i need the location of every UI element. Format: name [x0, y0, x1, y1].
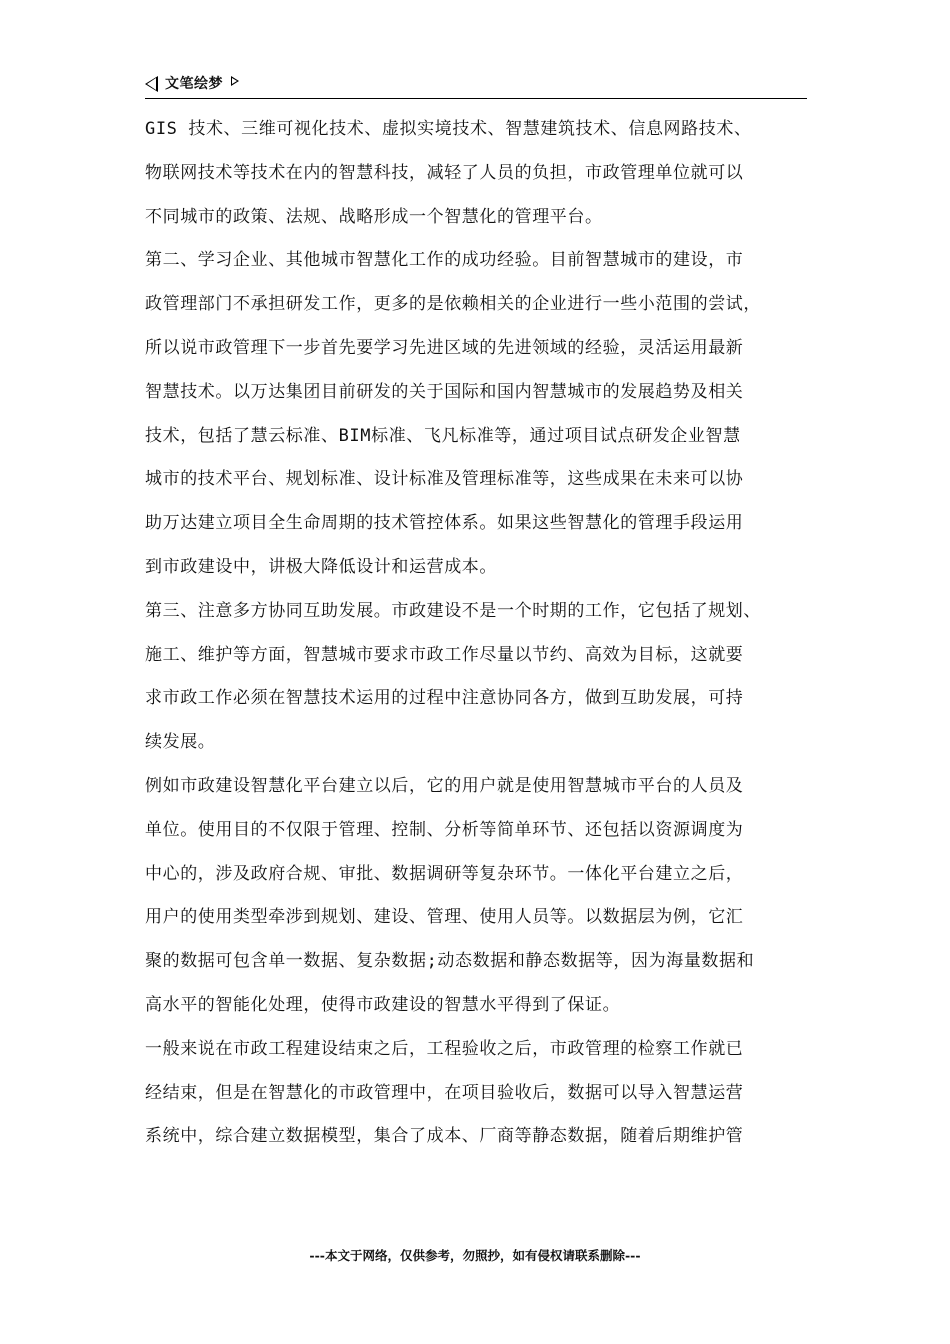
body-line: 例如市政建设智慧化平台建立以后，它的用户就是使用智慧城市平台的人员及	[145, 775, 744, 796]
body-line: 一般来说在市政工程建设结束之后，工程验收之后，市政管理的检察工作就已	[145, 1038, 744, 1059]
document-body	[145, 108, 810, 1159]
body-line: 施工、维护等方面，智慧城市要求市政工作尽量以节约、高效为目标，这就要	[145, 644, 744, 665]
body-line: 第二、学习企业、其他城市智慧化工作的成功经验。目前智慧城市的建设，市	[145, 250, 744, 271]
left-triangle-icon	[145, 76, 158, 92]
body-line: 单位。使用目的不仅限于管理、控制、分析等简单环节、还包括以资源调度为	[145, 819, 744, 840]
body-line: 技术，包括了慧云标准、BIM标准、飞凡标准等，通过项目试点研发企业智慧	[145, 425, 741, 446]
right-triangle-icon	[231, 76, 239, 86]
body-line: 所以说市政管理下一步首先要学习先进区域的先进领域的经验，灵活运用最新	[145, 337, 744, 358]
body-line: 聚的数据可包含单一数据、复杂数据;动态数据和静态数据等，因为海量数据和	[145, 951, 755, 972]
header-title: 文笔绘梦	[165, 76, 223, 92]
body-line: 续发展。	[145, 732, 216, 753]
page-footer: ---本文于网络，仅供参考，勿照抄，如有侵权请联系删除---	[309, 1248, 641, 1263]
body-line: 不同城市的政策、法规、战略形成一个智慧化的管理平台。	[145, 206, 603, 227]
body-line: 到市政建设中，讲极大降低设计和运营成本。	[145, 556, 497, 577]
body-line: 第三、注意多方协同互助发展。市政建设不是一个时期的工作，它包括了规划、	[145, 600, 761, 621]
body-line: 经结束，但是在智慧化的市政管理中，在项目验收后，数据可以导入智慧运营	[145, 1082, 744, 1103]
body-line: 高水平的智能化处理，使得市政建设的智慧水平得到了保证。	[145, 994, 621, 1015]
body-line: 中心的，涉及政府合规、审批、数据调研等复杂环节。一体化平台建立之后，	[145, 863, 744, 884]
page-header	[145, 74, 807, 99]
body-line: 助万达建立项目全生命周期的技术管控体系。如果这些智慧化的管理手段运用	[145, 513, 744, 534]
body-line: 城市的技术平台、规划标准、设计标准及管理标准等，这些成果在未来可以协	[145, 469, 744, 490]
body-line: 用户的使用类型牵涉到规划、建设、管理、使用人员等。以数据层为例，它汇	[145, 907, 744, 928]
body-line: GIS 技术、三维可视化技术、虚拟实境技术、智慧建筑技术、信息网路技术、	[145, 119, 752, 139]
body-line: 求市政工作必须在智慧技术运用的过程中注意协同各方，做到互助发展，可持	[145, 688, 744, 709]
body-line: 智慧技术。以万达集团目前研发的关于国际和国内智慧城市的发展趋势及相关	[145, 381, 744, 402]
body-line: 政管理部门不承担研发工作，更多的是依赖相关的企业进行一些小范围的尝试，	[145, 294, 761, 315]
body-line: 物联网技术等技术在内的智慧科技，减轻了人员的负担，市政管理单位就可以	[145, 162, 744, 183]
body-line: 系统中，综合建立数据模型，集合了成本、厂商等静态数据，随着后期维护管	[145, 1126, 744, 1147]
